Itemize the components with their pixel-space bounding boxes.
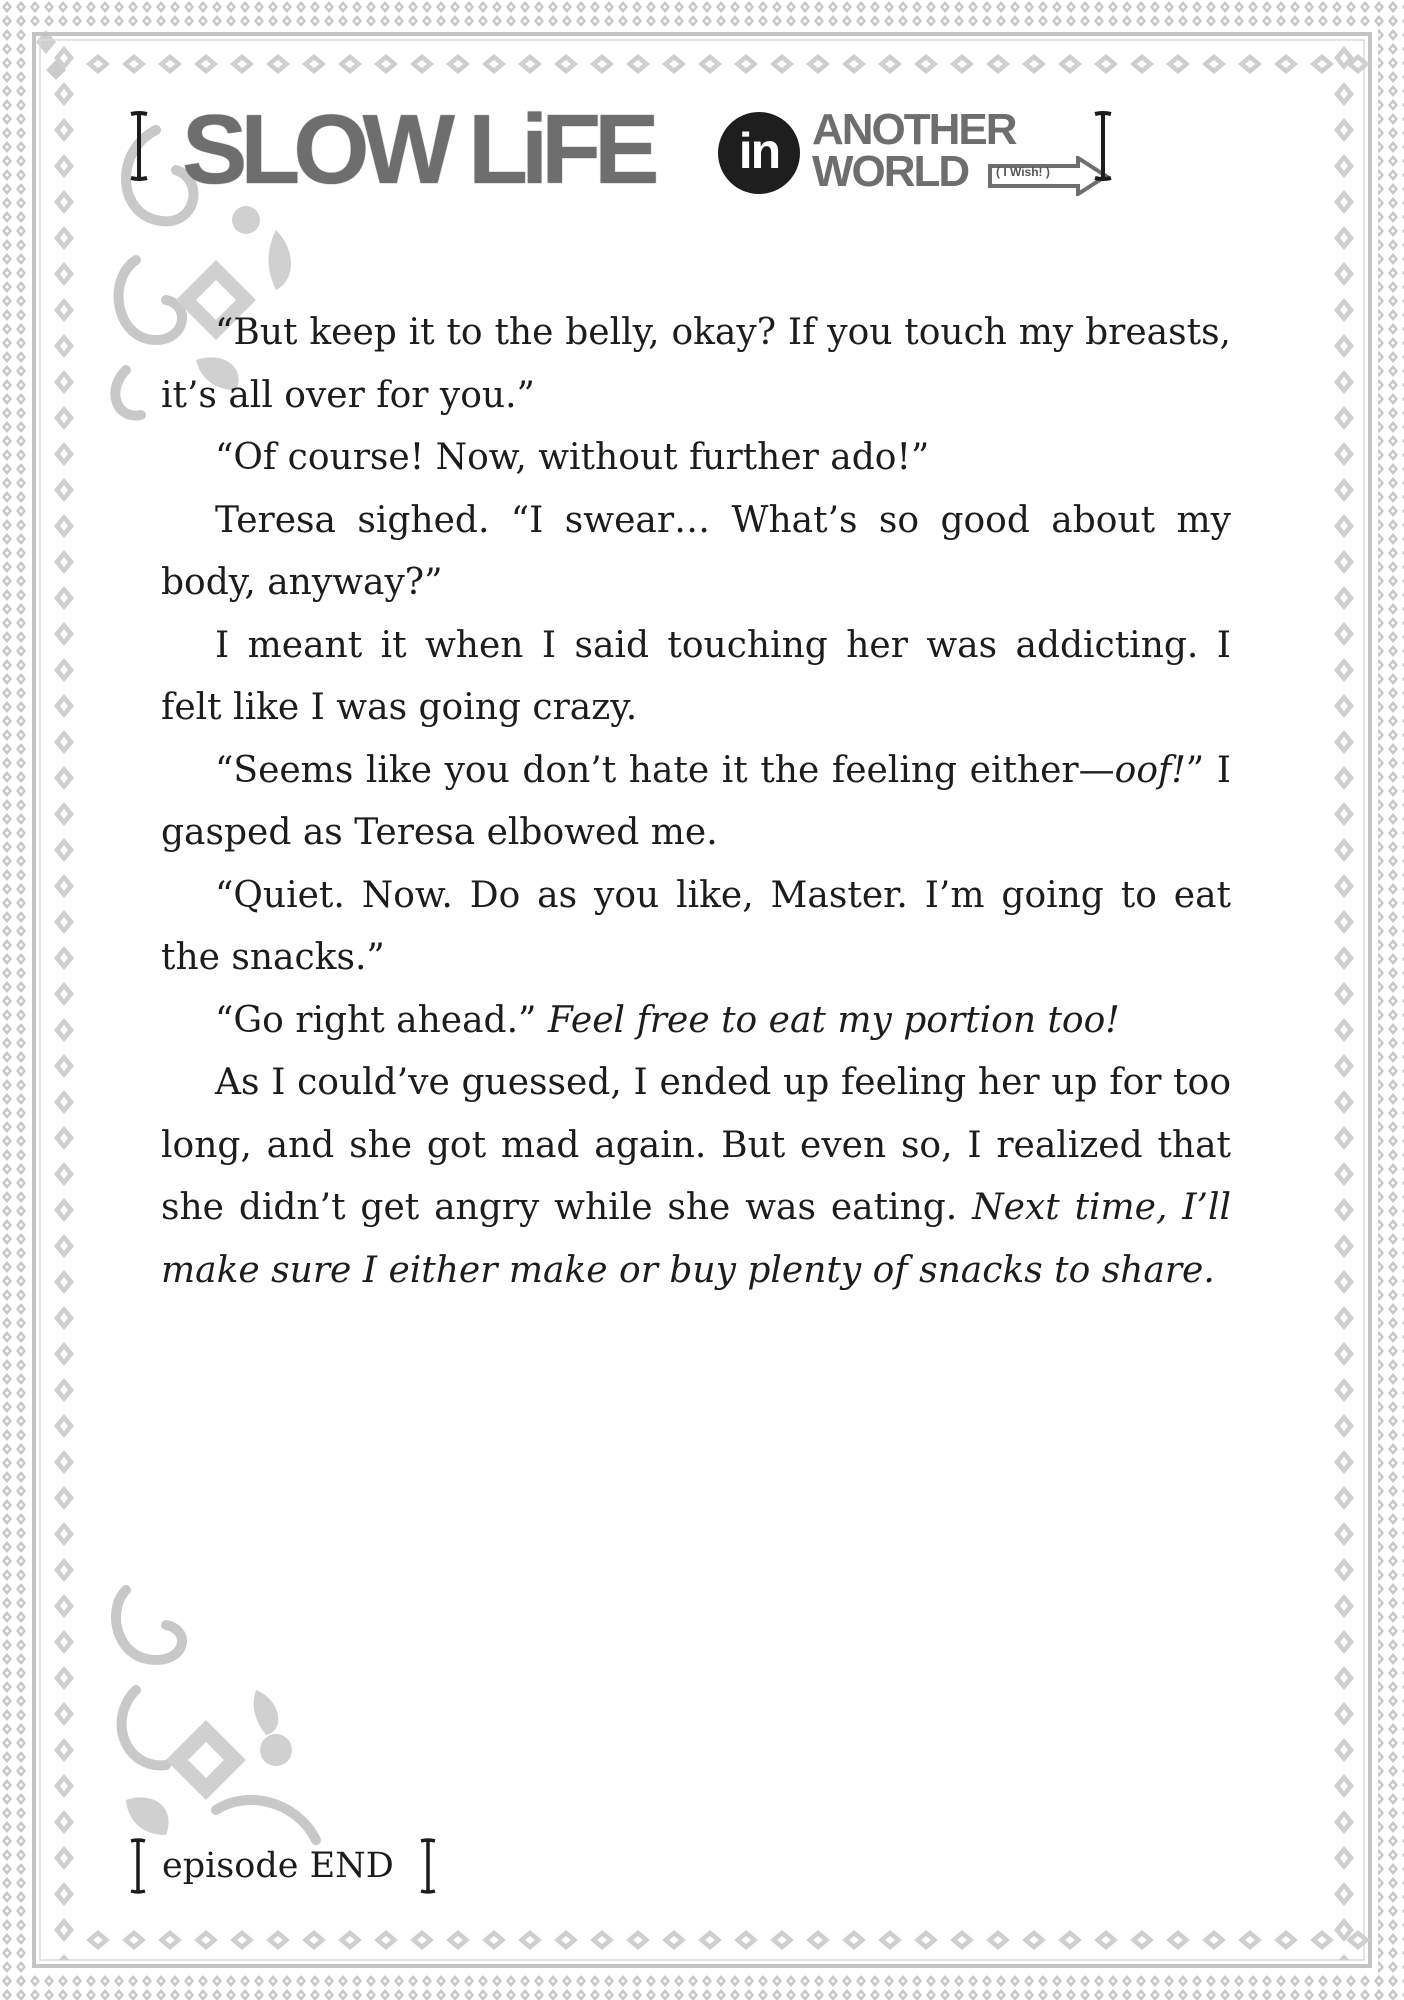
logo-world-text: WORLD [812,147,969,196]
paragraph-italic-text: Next time, I’ll make sure I either make or buy plenty of snacks to share. [161,1187,1231,1291]
paragraph [161,1052,1231,1302]
paragraph [161,740,1231,865]
right-diamond-column [1324,40,1364,1960]
paragraph-italic-text: oof! [1114,749,1186,791]
story-body-text [161,302,1231,1302]
episode-end-footer [124,1838,444,1894]
paragraph-italic-text: Feel free to eat my portion too! [547,999,1120,1041]
paragraph-text: As I could’ve guessed, I ended up feeling her up for too long, and she got mad again. But even so, I realized that she didn’t get angry while she was eating. [161,1062,1231,1228]
paragraph: “Of course! Now, without further ado!” [215,437,930,478]
logo-slow-life-text: SLOW LiFE [182,94,653,204]
paragraph: I meant it when I said touching her was addicting. I felt like I was going crazy. [161,624,1231,728]
paragraph: “Quiet. Now. Do as you like, Master. I’m going to eat the snacks.” [161,874,1231,978]
left-diamond-column [44,40,84,1960]
right-bracket-ornament [418,1838,438,1894]
bottom-diamond-row [80,1920,1370,1960]
logo-in-badge: in [718,112,800,194]
logo-another-text: ANOTHER [812,105,1016,154]
paragraph-text: “Go right ahead.” [215,999,548,1041]
right-bracket-ornament [1092,110,1114,182]
top-diamond-row [80,44,1370,84]
paragraph-text: ” I gasped as Teresa elbowed me. [161,749,1231,853]
left-bracket-ornament [128,1838,148,1894]
logo-tagline: ( I Wish! ) [996,165,1050,179]
bottom-left-flourish-ornament [96,1570,336,1870]
paragraph: Teresa sighed. “I swear… What’s so good about my body, anyway?” [161,499,1231,603]
paragraph-text: “Seems like you don’t hate it the feeling either— [215,749,1115,791]
left-bracket-ornament [128,110,150,182]
paragraph: “But keep it to the belly, okay? If you touch my breasts, it’s all over for you.” [161,312,1231,416]
book-title-logo [124,94,1114,204]
episode-end-label: episode END [162,1846,394,1886]
paragraph [161,990,1231,1053]
